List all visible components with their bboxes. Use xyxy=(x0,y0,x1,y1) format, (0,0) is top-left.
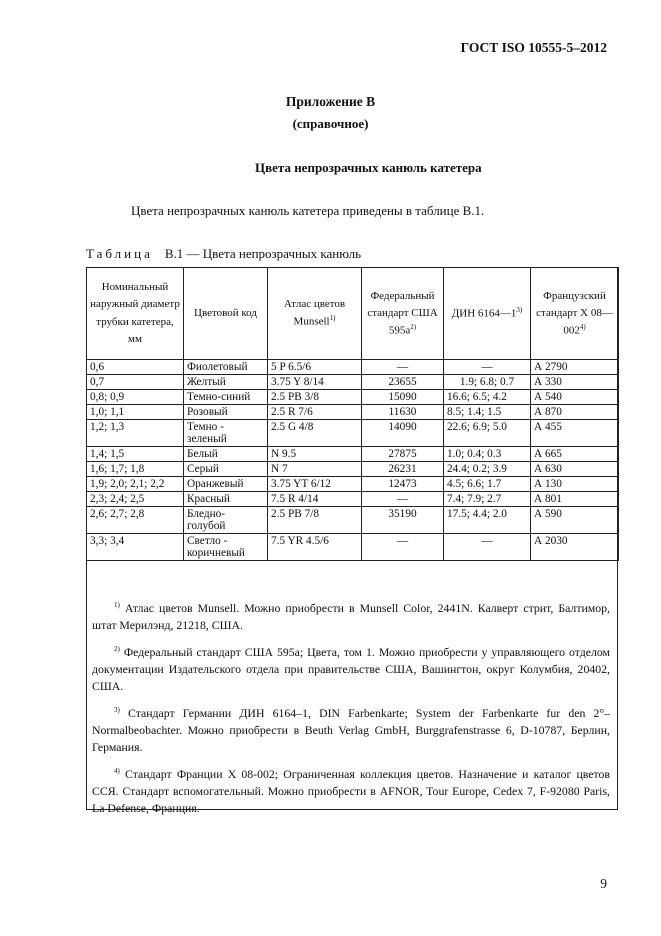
cell-us-standard: 12473 xyxy=(362,477,444,492)
cell-diameter: 1,6; 1,7; 1,8 xyxy=(87,462,184,477)
cell-color: Светло - коричневый xyxy=(184,534,268,561)
cell-munsell: N 7 xyxy=(268,462,362,477)
cell-munsell: 2.5 PB 3/8 xyxy=(268,390,362,405)
footnote-mark: 3) xyxy=(114,705,120,714)
cell-us-standard: 23655 xyxy=(362,375,444,390)
table-row xyxy=(87,420,619,447)
cell-color: Белый xyxy=(184,447,268,462)
header-us-standard-ref: 2) xyxy=(410,322,417,331)
cell-diameter: 2,6; 2,7; 2,8 xyxy=(87,507,184,534)
cell-diameter: 1,2; 1,3 xyxy=(87,420,184,447)
table-caption-label: Таблица xyxy=(86,246,153,261)
cell-din: 16.6; 6.5; 4.2 xyxy=(444,390,531,405)
table-row xyxy=(87,390,619,405)
cell-munsell: N 9.5 xyxy=(268,447,362,462)
header-munsell-ref: 1) xyxy=(329,314,336,323)
cell-munsell: 3.75 YT 6/12 xyxy=(268,477,362,492)
page-number: 9 xyxy=(600,876,607,891)
cell-din: 17.5; 4.4; 2.0 xyxy=(444,507,531,534)
header-din-label: ДИН 6164—1 xyxy=(451,307,517,320)
cell-munsell: 7.5 R 4/14 xyxy=(268,492,362,507)
footnote xyxy=(92,641,610,695)
cell-diameter: 1,0; 1,1 xyxy=(87,405,184,420)
appendix-subtitle: (справочное) xyxy=(292,116,369,131)
cell-us-standard: 27875 xyxy=(362,447,444,462)
intro-text: Цвета непрозрачных канюль катетера приведены в таблице В.1. xyxy=(131,203,485,218)
cell-munsell: 7.5 YR 4.5/6 xyxy=(268,534,362,561)
cell-din: — xyxy=(444,360,531,375)
cell-din: 4.5; 6.6; 1.7 xyxy=(444,477,531,492)
table-row xyxy=(87,375,619,390)
cell-us-standard: 26231 xyxy=(362,462,444,477)
cell-us-standard: — xyxy=(362,534,444,561)
cell-us-standard: 14090 xyxy=(362,420,444,447)
cell-color: Желтый xyxy=(184,375,268,390)
section-title: Цвета непрозрачных канюль катетера xyxy=(255,160,482,175)
footnote-text: Стандарт Германии ДИН 6164–1, DIN Farbenkarte; System der Farbenkarte fur den 2°–Normalbeobachter. Можно приобрести в Beuth Verlag GmbH, Burggrafenstrasse 6, D-10787, Берлин, Германия. xyxy=(92,705,610,754)
cell-french-standard: А 540 xyxy=(531,390,619,405)
cell-munsell: 5 P 6.5/6 xyxy=(268,360,362,375)
cell-french-standard: А 665 xyxy=(531,447,619,462)
cell-din: 22.6; 6.9; 5.0 xyxy=(444,420,531,447)
cell-diameter: 0,6 xyxy=(87,360,184,375)
cell-diameter: 2,3; 2,4; 2,5 xyxy=(87,492,184,507)
cell-us-standard: 11630 xyxy=(362,405,444,420)
header-diameter: Номинальный наружный диаметр трубки катетера, мм xyxy=(87,268,184,360)
footnote-text: Федеральный стандарт США 595а; Цвета, том 1. Можно приобрести у управляющего отделом документации Издательского отдела при правительстве США, Вашингтон, округ Колумбия, 20402, США. xyxy=(92,644,611,693)
cell-color: Темно-синий xyxy=(184,390,268,405)
document-code: ГОСТ ISO 10555-5–2012 xyxy=(460,40,607,55)
cell-munsell: 2.5 R 7/6 xyxy=(268,405,362,420)
table-header-row xyxy=(87,268,619,360)
header-french-standard xyxy=(531,268,619,360)
header-munsell-label: Атлас цветов Munsell xyxy=(283,298,346,328)
table-caption xyxy=(86,246,361,262)
header-french-standard-label: Французский стандарт Х 08—002 xyxy=(536,289,613,337)
cell-din: — xyxy=(444,534,531,561)
header-munsell xyxy=(268,268,362,360)
cell-us-standard: — xyxy=(362,360,444,375)
cell-french-standard: А 590 xyxy=(531,507,619,534)
cell-french-standard: А 455 xyxy=(531,420,619,447)
cell-munsell: 2.5 PB 7/8 xyxy=(268,507,362,534)
cell-din: 8.5; 1.4; 1.5 xyxy=(444,405,531,420)
table-caption-text: В.1 — Цвета непрозрачных канюль xyxy=(164,246,362,261)
cell-us-standard: 15090 xyxy=(362,390,444,405)
cell-french-standard: А 330 xyxy=(531,375,619,390)
table-row xyxy=(87,462,619,477)
cell-color: Серый xyxy=(184,462,268,477)
footnote xyxy=(92,702,610,756)
cell-din: 1.0; 0.4; 0.3 xyxy=(444,447,531,462)
table-row xyxy=(87,534,619,561)
header-us-standard-label: Федеральный стандарт США 595а xyxy=(367,289,438,337)
cell-munsell: 3.75 Y 8/14 xyxy=(268,375,362,390)
cell-french-standard: А 130 xyxy=(531,477,619,492)
cell-din: 24.4; 0.2; 3.9 xyxy=(444,462,531,477)
cell-french-standard: А 2790 xyxy=(531,360,619,375)
table-row xyxy=(87,447,619,462)
cell-color: Красный xyxy=(184,492,268,507)
footnote-mark: 1) xyxy=(114,601,120,609)
header-french-standard-ref: 4) xyxy=(579,322,586,331)
header-din-ref: 3) xyxy=(516,305,523,314)
header-color-code: Цветовой код xyxy=(184,268,268,360)
cell-diameter: 1,4; 1,5 xyxy=(87,447,184,462)
cell-french-standard: А 630 xyxy=(531,462,619,477)
cell-color: Темно - зеленый xyxy=(184,420,268,447)
cell-us-standard: 35190 xyxy=(362,507,444,534)
cell-diameter: 0,8; 0,9 xyxy=(87,390,184,405)
footnote xyxy=(92,763,610,817)
cell-french-standard: А 2030 xyxy=(531,534,619,561)
appendix-title: Приложение В xyxy=(285,94,376,109)
table-row xyxy=(87,405,619,420)
cell-french-standard: А 801 xyxy=(531,492,619,507)
footnote xyxy=(92,597,610,634)
footnote-text: Стандарт Франции Х 08-002; Ограниченная коллекция цветов. Назначение и каталог цветов ССЯ. Стандарт вспомогательный. Можно приобрести в AFNOR, Tour Europe, Cedex 7, F-92080 Paris, La Defense, Франция. xyxy=(92,766,610,815)
footnote-text: Атлас цветов Munsell. Можно приобрести в Munsell Color, 2441N. Калверт стрит, Балтимор, штат Мерилэнд, 21218, США. xyxy=(92,600,610,632)
cell-diameter: 1,9; 2,0; 2,1; 2,2 xyxy=(87,477,184,492)
cell-munsell: 2.5 G 4/8 xyxy=(268,420,362,447)
cell-french-standard: А 870 xyxy=(531,405,619,420)
cell-diameter: 0,7 xyxy=(87,375,184,390)
footnote-mark: 4) xyxy=(114,766,120,775)
cell-din: 7.4; 7.9; 2.7 xyxy=(444,492,531,507)
table-row xyxy=(87,492,619,507)
cell-color: Бледно- голубой xyxy=(184,507,268,534)
cell-us-standard: — xyxy=(362,492,444,507)
footnotes xyxy=(92,597,610,824)
footnote-mark: 2) xyxy=(114,644,120,653)
colors-table xyxy=(86,267,619,561)
cell-color: Фиолетовый xyxy=(184,360,268,375)
header-din xyxy=(444,268,531,360)
table-row xyxy=(87,477,619,492)
cell-din: 1.9; 6.8; 0.7 xyxy=(444,375,531,390)
table-row xyxy=(87,507,619,534)
header-us-standard xyxy=(362,268,444,360)
cell-diameter: 3,3; 3,4 xyxy=(87,534,184,561)
table-row xyxy=(87,360,619,375)
cell-color: Оранжевый xyxy=(184,477,268,492)
cell-color: Розовый xyxy=(184,405,268,420)
